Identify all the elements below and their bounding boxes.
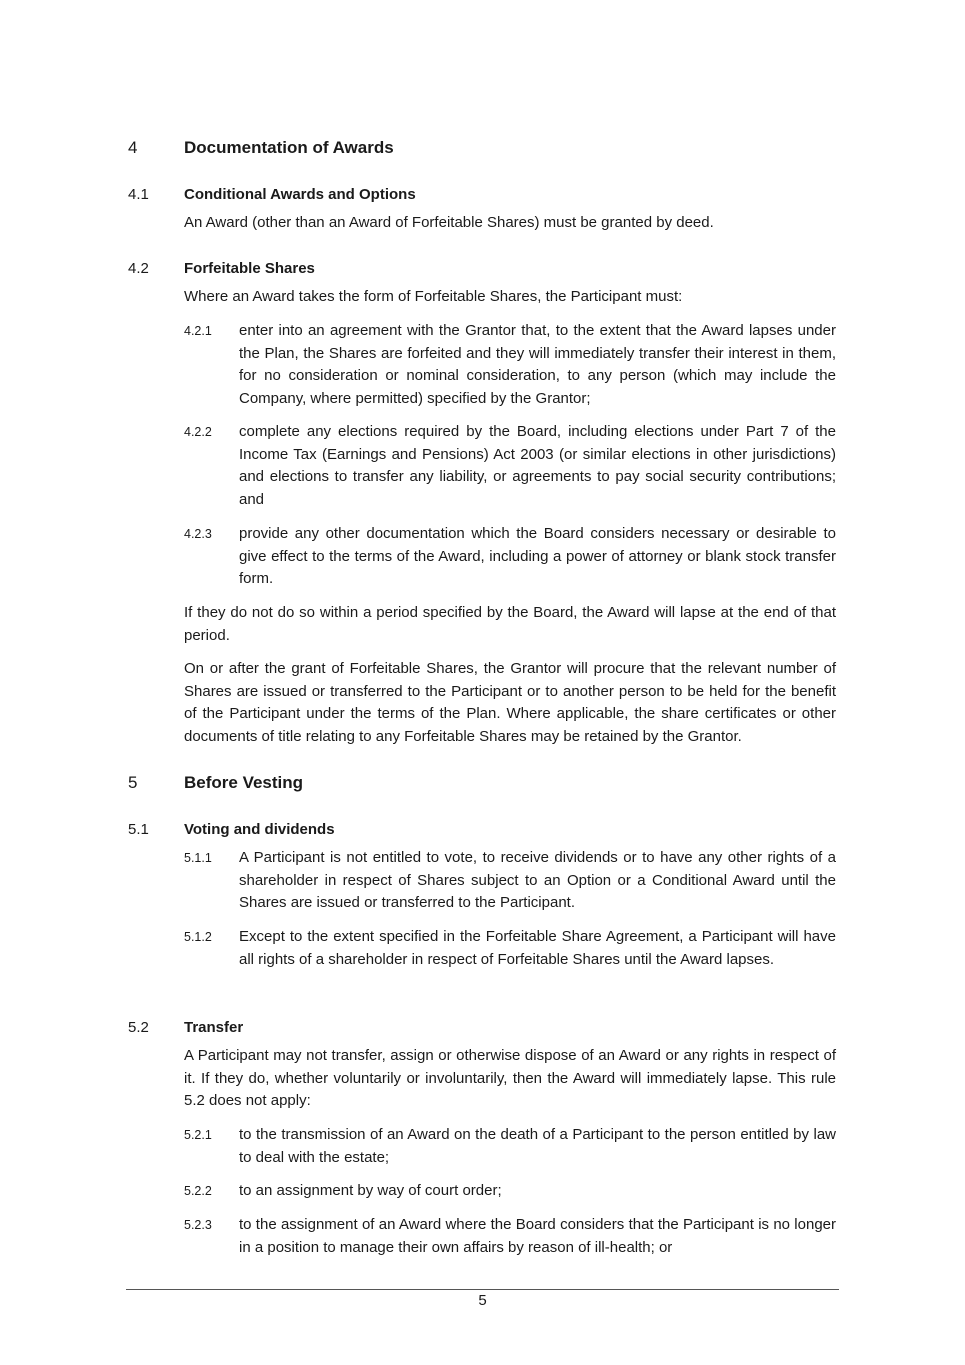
section-title: Before Vesting [184, 773, 304, 792]
section-title: Voting and dividends [184, 821, 335, 838]
clause-number: 5.2.2 [184, 1184, 212, 1198]
section-title: Documentation of Awards [184, 138, 394, 157]
section-number: 5.1 [128, 821, 149, 838]
section-number: 4 [128, 138, 138, 157]
paragraph: If they do not do so within a period specified by the Board, the Award will lapse at the end of that period. [184, 604, 836, 644]
section-title: Transfer [184, 1019, 244, 1036]
paragraph: A Participant may not transfer, assign or otherwise dispose of an Award or any rights in respect of it. If they do, whether voluntarily or involuntarily, then the Award will immediately lapse. This rule 5.2 does not apply: [184, 1047, 836, 1109]
paragraph: An Award (other than an Award of Forfeitable Shares) must be granted by deed. [184, 214, 714, 231]
clause-text: enter into an agreement with the Grantor that, to the extent that the Award lapses under the Plan, the Shares are forfeited and they will immediately transfer their interest in them, for no consideration or nominal consideration, to any person (which may include the Company, where permitted) specified by the Grantor; [239, 322, 836, 407]
paragraph: On or after the grant of Forfeitable Shares, the Grantor will procure that the relevant number of Shares are issued or transferred to the Participant or to another person to be held for the benefit of the Participant under the terms of the Plan. Where applicable, the share certificates or other documents of title relating to any Forfeitable Shares may be retained by the Grantor. [184, 660, 836, 745]
clause-number: 5.1.2 [184, 930, 212, 944]
section-title: Forfeitable Shares [184, 260, 315, 277]
clause-text: to an assignment by way of court order; [239, 1182, 502, 1199]
clause-text: provide any other documentation which the Board considers necessary or desirable to give effect to the terms of the Award, including a power of attorney or blank stock transfer form. [239, 525, 836, 587]
section-number: 5 [128, 773, 138, 792]
clause-text: A Participant is not entitled to vote, to receive dividends or to have any other rights of a shareholder in respect of Shares subject to an Option or a Conditional Award until the Shares are issued or transferred to the Participant. [239, 849, 836, 911]
section-number: 4.2 [128, 260, 149, 277]
clause-text: complete any elections required by the Board, including elections under Part 7 of the Income Tax (Earnings and Pensions) Act 2003 (or similar elections in other jurisdictions) and elections to transfer any liability, or agreements to pay social security contributions; and [239, 423, 836, 508]
page-number: 5 [478, 1292, 487, 1309]
section-number: 4.1 [128, 186, 149, 203]
clause-number: 5.2.3 [184, 1218, 212, 1232]
section-number: 5.2 [128, 1019, 149, 1036]
clause-number: 5.1.1 [184, 851, 212, 865]
clause-number: 5.2.1 [184, 1128, 212, 1142]
clause-text: Except to the extent specified in the Forfeitable Share Agreement, a Participant will have all rights of a shareholder in respect of Forfeitable Shares until the Award lapses. [239, 928, 836, 968]
clause-number: 4.2.2 [184, 425, 212, 439]
section-title: Conditional Awards and Options [184, 186, 416, 203]
clause-text: to the transmission of an Award on the death of a Participant to the person entitled by law to deal with the estate; [239, 1126, 836, 1166]
clause-number: 4.2.1 [184, 324, 212, 338]
paragraph: Where an Award takes the form of Forfeitable Shares, the Participant must: [184, 288, 683, 305]
clause-text: to the assignment of an Award where the Board considers that the Participant is no longer in a position to manage their own affairs by reason of ill-health; or [239, 1216, 836, 1256]
clause-number: 4.2.3 [184, 527, 212, 541]
